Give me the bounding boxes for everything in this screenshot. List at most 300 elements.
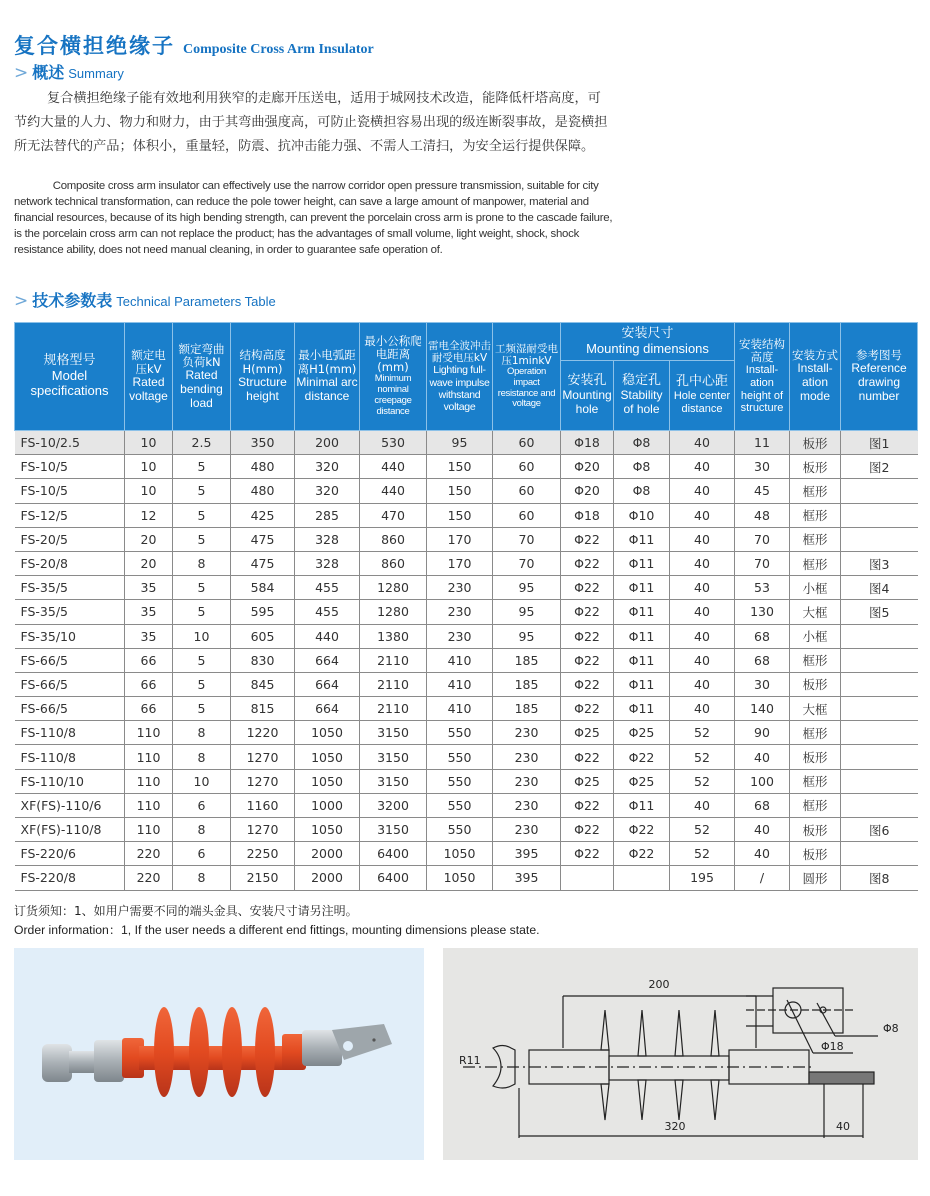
table-cell: 图2 [841, 455, 918, 479]
table-cell: 410 [427, 697, 493, 721]
table-cell: 5 [173, 503, 231, 527]
summary-text-cn: 复合横担绝缘子能有效地利用狭窄的走廊开压送电，适用于城网技术改造，能降低杆塔高度，可节约大量的人力、物力和财力，由于其弯曲强度高，可防止瓷横担容易出现的级连断裂事故，是瓷横担所无法替代的产品；体积小，重量轻，防震、抗冲击能力强、不需人工清扫，为安全运行提供保障。 [14, 91, 608, 154]
dim-200-label: 200 [648, 978, 670, 991]
table-cell: 2000 [295, 842, 360, 866]
table-cell: 35 [125, 600, 173, 624]
table-cell: 10 [125, 479, 173, 503]
hole-18-label: Φ18 [821, 1040, 844, 1053]
table-cell: 40 [735, 745, 790, 769]
table-cell: 6 [173, 842, 231, 866]
summary-heading-cn: 概述 [32, 63, 65, 82]
table-cell: 470 [360, 503, 427, 527]
table-row [15, 842, 918, 866]
table-cell: 框形 [790, 721, 841, 745]
table-cell: 60 [493, 479, 561, 503]
table-cell [841, 721, 918, 745]
table-cell: FS-66/5 [15, 648, 125, 672]
table-cell: 605 [231, 624, 295, 648]
table-cell: 框形 [790, 648, 841, 672]
table-cell: Φ22 [561, 697, 614, 721]
table-cell: 8 [173, 818, 231, 842]
table-cell: FS-10/2.5 [15, 431, 125, 455]
table-cell [841, 697, 918, 721]
table-cell: 40 [670, 648, 735, 672]
table-row [15, 745, 918, 769]
table-cell: 40 [670, 793, 735, 817]
table-cell: 395 [493, 842, 561, 866]
table-cell: Φ8 [614, 431, 670, 455]
table-row [15, 866, 918, 890]
table-cell: 5 [173, 697, 231, 721]
table-cell: 40 [735, 818, 790, 842]
table-cell [841, 624, 918, 648]
table-cell: Φ22 [561, 624, 614, 648]
table-cell: 455 [295, 600, 360, 624]
table-cell: 550 [427, 721, 493, 745]
header-height: 结构高度H(mm) Structure height [231, 323, 295, 431]
table-cell: 140 [735, 697, 790, 721]
table-cell: 2000 [295, 866, 360, 890]
table-cell: 5 [173, 648, 231, 672]
table-cell: 板形 [790, 672, 841, 696]
header-inst-height: 安装结构高度 Install-ation height of structure [735, 323, 790, 431]
table-cell: 550 [427, 745, 493, 769]
table-row [15, 600, 918, 624]
table-cell: 框形 [790, 793, 841, 817]
summary-heading [14, 60, 124, 83]
table-cell: 830 [231, 648, 295, 672]
table-cell: 40 [670, 479, 735, 503]
table-cell: 475 [231, 551, 295, 575]
hole-8-label: Φ8 [883, 1022, 899, 1035]
table-cell: 12 [125, 503, 173, 527]
table-cell: 70 [735, 551, 790, 575]
chevron-right-icon: > [14, 291, 29, 311]
table-row [15, 431, 918, 455]
table-cell: Φ11 [614, 624, 670, 648]
table-cell: 小框 [790, 624, 841, 648]
params-heading-cn: 技术参数表 [32, 291, 113, 310]
header-wet: 工频湿耐受电压1minkV Operation impact resistance and voltage [493, 323, 561, 431]
table-cell: FS-12/5 [15, 503, 125, 527]
table-cell: FS-35/5 [15, 600, 125, 624]
table-cell: 95 [493, 624, 561, 648]
table-cell: 板形 [790, 745, 841, 769]
table-cell: 3150 [360, 745, 427, 769]
table-cell: 1160 [231, 793, 295, 817]
table-cell: 1050 [295, 721, 360, 745]
table-cell: 130 [735, 600, 790, 624]
table-cell: 1280 [360, 576, 427, 600]
table-cell: Φ18 [561, 503, 614, 527]
table-cell: 2110 [360, 648, 427, 672]
table-cell: 410 [427, 672, 493, 696]
table-cell [841, 793, 918, 817]
table-cell: Φ22 [561, 842, 614, 866]
table-cell: 150 [427, 503, 493, 527]
table-cell: 板形 [790, 818, 841, 842]
table-cell: 70 [493, 551, 561, 575]
table-cell: 2250 [231, 842, 295, 866]
table-row [15, 793, 918, 817]
header-arc: 最小电弧距离H1(mm) Minimal arc distance [295, 323, 360, 431]
title-en: Composite Cross Arm Insulator [183, 42, 374, 57]
table-cell: 595 [231, 600, 295, 624]
table-cell: 40 [670, 624, 735, 648]
table-cell: 2.5 [173, 431, 231, 455]
table-cell: 40 [670, 431, 735, 455]
table-cell: FS-10/5 [15, 455, 125, 479]
sheds-bottom [601, 1080, 719, 1120]
table-cell: 440 [360, 479, 427, 503]
sheds-top [601, 1010, 719, 1056]
table-cell: 图4 [841, 576, 918, 600]
table-cell: 230 [493, 769, 561, 793]
table-row [15, 697, 918, 721]
table-cell: 框形 [790, 479, 841, 503]
table-cell: 66 [125, 672, 173, 696]
table-cell: Φ11 [614, 672, 670, 696]
table-cell: Φ11 [614, 551, 670, 575]
table-cell: 860 [360, 527, 427, 551]
table-cell: 110 [125, 769, 173, 793]
header-mount-hole: 安装孔 Mounting hole [561, 361, 614, 431]
table-cell: 95 [427, 431, 493, 455]
table-cell: 530 [360, 431, 427, 455]
table-cell [841, 842, 918, 866]
table-cell: 板形 [790, 842, 841, 866]
table-cell: 60 [493, 431, 561, 455]
table-cell: 95 [493, 600, 561, 624]
table-cell: 320 [295, 455, 360, 479]
table-cell: 230 [427, 576, 493, 600]
table-cell: 845 [231, 672, 295, 696]
header-mounting: 安装尺寸 Mounting dimensions [561, 323, 735, 361]
table-cell: 230 [493, 818, 561, 842]
header-hole-center: 孔中心距 Hole center distance [670, 361, 735, 431]
table-cell: FS-35/10 [15, 624, 125, 648]
table-cell: 480 [231, 455, 295, 479]
table-cell: 150 [427, 479, 493, 503]
table-cell: Φ25 [561, 721, 614, 745]
table-cell: 35 [125, 576, 173, 600]
table-cell: FS-220/8 [15, 866, 125, 890]
table-cell: 52 [670, 769, 735, 793]
table-cell: 285 [295, 503, 360, 527]
table-cell: 10 [125, 431, 173, 455]
table-cell: 1280 [360, 600, 427, 624]
table-cell [841, 503, 918, 527]
table-cell: 30 [735, 672, 790, 696]
table-cell: 图3 [841, 551, 918, 575]
table-row [15, 648, 918, 672]
table-cell: 68 [735, 793, 790, 817]
table-row [15, 769, 918, 793]
summary-heading-en: Summary [68, 66, 124, 81]
table-cell: 395 [493, 866, 561, 890]
table-cell: 664 [295, 672, 360, 696]
table-cell: 70 [493, 527, 561, 551]
drawing-svg [443, 948, 918, 1160]
table-cell: Φ22 [561, 672, 614, 696]
table-cell: 150 [427, 455, 493, 479]
table-cell: 10 [173, 624, 231, 648]
table-cell: Φ11 [614, 576, 670, 600]
table-cell: 60 [493, 455, 561, 479]
table-cell: 110 [125, 721, 173, 745]
table-cell: Φ18 [561, 431, 614, 455]
table-cell: 185 [493, 648, 561, 672]
table-cell: 3200 [360, 793, 427, 817]
table-cell: 大框 [790, 600, 841, 624]
table-cell: 5 [173, 672, 231, 696]
table-cell: XF(FS)-110/8 [15, 818, 125, 842]
radius-label: R11 [459, 1054, 481, 1067]
table-cell: 20 [125, 527, 173, 551]
table-cell: Φ22 [614, 818, 670, 842]
table-cell: 52 [670, 721, 735, 745]
table-cell: 230 [493, 745, 561, 769]
table-cell: 45 [735, 479, 790, 503]
table-cell: 框形 [790, 503, 841, 527]
table-cell: 圆形 [790, 866, 841, 890]
table-cell: 195 [670, 866, 735, 890]
table-cell: 550 [427, 818, 493, 842]
table-cell: 6 [173, 793, 231, 817]
table-cell: 220 [125, 842, 173, 866]
table-cell: 6400 [360, 842, 427, 866]
table-cell: 52 [670, 745, 735, 769]
table-cell: 框形 [790, 527, 841, 551]
table-cell: 1050 [295, 818, 360, 842]
table-cell: 100 [735, 769, 790, 793]
table-cell: 1270 [231, 745, 295, 769]
shed [255, 1007, 275, 1097]
table-cell: Φ25 [614, 769, 670, 793]
table-cell: Φ10 [614, 503, 670, 527]
table-cell: 30 [735, 455, 790, 479]
table-cell: Φ11 [614, 600, 670, 624]
table-cell: 664 [295, 697, 360, 721]
table-cell: 230 [427, 624, 493, 648]
table-cell: 2150 [231, 866, 295, 890]
table-cell: 230 [493, 793, 561, 817]
header-ref: 参考图号 Reference drawing number [841, 323, 918, 431]
table-cell: 328 [295, 551, 360, 575]
header-load: 额定弯曲负荷kN Rated bending load [173, 323, 231, 431]
table-cell: Φ11 [614, 697, 670, 721]
table-cell: 11 [735, 431, 790, 455]
table-cell: 5 [173, 455, 231, 479]
table-cell: 5 [173, 479, 231, 503]
table-cell: 框形 [790, 551, 841, 575]
table-cell: 475 [231, 527, 295, 551]
end-fitting-left [42, 1044, 72, 1082]
table-cell: Φ20 [561, 479, 614, 503]
summary-text-en: Composite cross arm insulator can effectively use the narrow corridor open pressure transmission, suitable for city network technical transformation, can reduce the pole tower height, can save a large amount of manpower, material and financial resources, because of its high bending strength, can prevent the porcelain cross arm is prone to the cascade failure, is the porcelain cross arm can not replace the product; has the advantages of small volume, light weight, shock, shock resistance ability, does not need manual cleaning, in order to guarantee safe operation of. [14, 180, 613, 257]
table-row [15, 503, 918, 527]
table-cell: 664 [295, 648, 360, 672]
table-cell: 66 [125, 697, 173, 721]
table-cell: 3150 [360, 721, 427, 745]
header-voltage: 额定电压kV Rated voltage [125, 323, 173, 431]
table-cell: Φ20 [561, 455, 614, 479]
table-cell: 8 [173, 721, 231, 745]
table-cell: 8 [173, 866, 231, 890]
table-cell: 550 [427, 793, 493, 817]
table-cell: 40 [670, 551, 735, 575]
insulator-illustration [14, 948, 424, 1160]
table-cell: 230 [493, 721, 561, 745]
title-cn: 复合横担绝缘子 [14, 34, 175, 58]
table-cell: 90 [735, 721, 790, 745]
table-cell: 2110 [360, 697, 427, 721]
table-cell: 230 [427, 600, 493, 624]
table-cell: 40 [670, 697, 735, 721]
params-heading [14, 288, 276, 311]
table-cell: 52 [670, 842, 735, 866]
insulator-photo [14, 948, 424, 1160]
table-cell: 320 [295, 479, 360, 503]
table-cell: 大框 [790, 697, 841, 721]
table-cell: 584 [231, 576, 295, 600]
table-cell: Φ22 [614, 842, 670, 866]
table-cell: 1380 [360, 624, 427, 648]
table-cell: 1050 [295, 769, 360, 793]
header-inst-mode: 安装方式 Install-ation mode [790, 323, 841, 431]
table-cell: Φ11 [614, 793, 670, 817]
table-cell: 48 [735, 503, 790, 527]
table-cell: 框形 [790, 769, 841, 793]
table-cell: Φ25 [561, 769, 614, 793]
table-cell: FS-20/8 [15, 551, 125, 575]
table-cell: 170 [427, 551, 493, 575]
table-cell: FS-110/10 [15, 769, 125, 793]
table-cell: Φ22 [561, 793, 614, 817]
table-cell: 图5 [841, 600, 918, 624]
table-row [15, 624, 918, 648]
header-model: 规格型号 Model specifications [15, 323, 125, 431]
table-cell: 1000 [295, 793, 360, 817]
table-cell: 5 [173, 576, 231, 600]
table-cell: Φ8 [614, 455, 670, 479]
table-cell: 60 [493, 503, 561, 527]
table-cell: 70 [735, 527, 790, 551]
table-row [15, 576, 918, 600]
table-cell: Φ22 [561, 648, 614, 672]
header-impulse: 雷电全波冲击耐受电压kV Lighting full-wave impulse withstand voltage [427, 323, 493, 431]
table-cell: 95 [493, 576, 561, 600]
shed [154, 1007, 174, 1097]
table-cell: 图1 [841, 431, 918, 455]
table-cell: Φ25 [614, 721, 670, 745]
table-cell: 1050 [427, 842, 493, 866]
table-cell: 410 [427, 648, 493, 672]
table-cell: 185 [493, 697, 561, 721]
table-cell: Φ22 [561, 600, 614, 624]
table-cell: 2110 [360, 672, 427, 696]
table-cell: 68 [735, 648, 790, 672]
table-cell [561, 866, 614, 890]
table-cell: 6400 [360, 866, 427, 890]
table-cell: / [735, 866, 790, 890]
table-cell: 10 [173, 769, 231, 793]
table-cell: 53 [735, 576, 790, 600]
table-cell: 110 [125, 745, 173, 769]
table-cell [614, 866, 670, 890]
table-cell: 66 [125, 648, 173, 672]
table-cell: 40 [670, 600, 735, 624]
header-creepage: 最小公称爬电距离(mm) Minimum nominal creepage distance [360, 323, 427, 431]
table-cell: FS-66/5 [15, 697, 125, 721]
order-note-cn: 订货须知：1、如用户需要不同的端头金具、安装尺寸请另注明。 [14, 904, 358, 918]
table-cell: 440 [360, 455, 427, 479]
table-row [15, 672, 918, 696]
table-cell: 480 [231, 479, 295, 503]
table-cell: Φ22 [561, 818, 614, 842]
table-cell [841, 672, 918, 696]
header-stab-hole: 稳定孔 Stability of hole [614, 361, 670, 431]
table-cell: FS-220/6 [15, 842, 125, 866]
table-cell: 40 [670, 672, 735, 696]
table-cell: 8 [173, 745, 231, 769]
table-cell: 40 [670, 527, 735, 551]
table-cell: 20 [125, 551, 173, 575]
table-cell: 10 [125, 455, 173, 479]
table-cell: FS-10/5 [15, 479, 125, 503]
params-heading-en: Technical Parameters Table [116, 294, 276, 309]
table-cell: 35 [125, 624, 173, 648]
table-cell: 68 [735, 624, 790, 648]
table-cell: Φ22 [561, 745, 614, 769]
table-cell: 52 [670, 818, 735, 842]
table-row [15, 455, 918, 479]
table-cell [841, 769, 918, 793]
table-cell: 350 [231, 431, 295, 455]
table-cell: Φ8 [614, 479, 670, 503]
table-cell: Φ22 [561, 527, 614, 551]
table-cell: FS-110/8 [15, 745, 125, 769]
table-cell: 220 [125, 866, 173, 890]
table-cell: 550 [427, 769, 493, 793]
table-cell: 图8 [841, 866, 918, 890]
table-cell: 1270 [231, 818, 295, 842]
table-cell: 板形 [790, 455, 841, 479]
shed [189, 1007, 209, 1097]
table-cell: Φ11 [614, 648, 670, 672]
table-cell: 860 [360, 551, 427, 575]
table-cell: 200 [295, 431, 360, 455]
technical-drawing [443, 948, 918, 1160]
order-note-en: Order information：1, If the user needs a different end fittings, mounting dimensions please state. [14, 923, 540, 937]
table-cell: Φ11 [614, 527, 670, 551]
parameters-table [14, 322, 918, 891]
table-cell: 170 [427, 527, 493, 551]
table-cell: Φ22 [561, 551, 614, 575]
table-row [15, 551, 918, 575]
table-cell [841, 648, 918, 672]
table-cell: FS-66/5 [15, 672, 125, 696]
table-cell: 328 [295, 527, 360, 551]
table-cell: 425 [231, 503, 295, 527]
table-cell: Φ22 [614, 745, 670, 769]
table-cell: 40 [670, 503, 735, 527]
table-cell: Φ22 [561, 576, 614, 600]
chevron-right-icon: > [14, 63, 29, 83]
table-cell: 185 [493, 672, 561, 696]
table-cell: 3150 [360, 769, 427, 793]
table-cell: 5 [173, 600, 231, 624]
